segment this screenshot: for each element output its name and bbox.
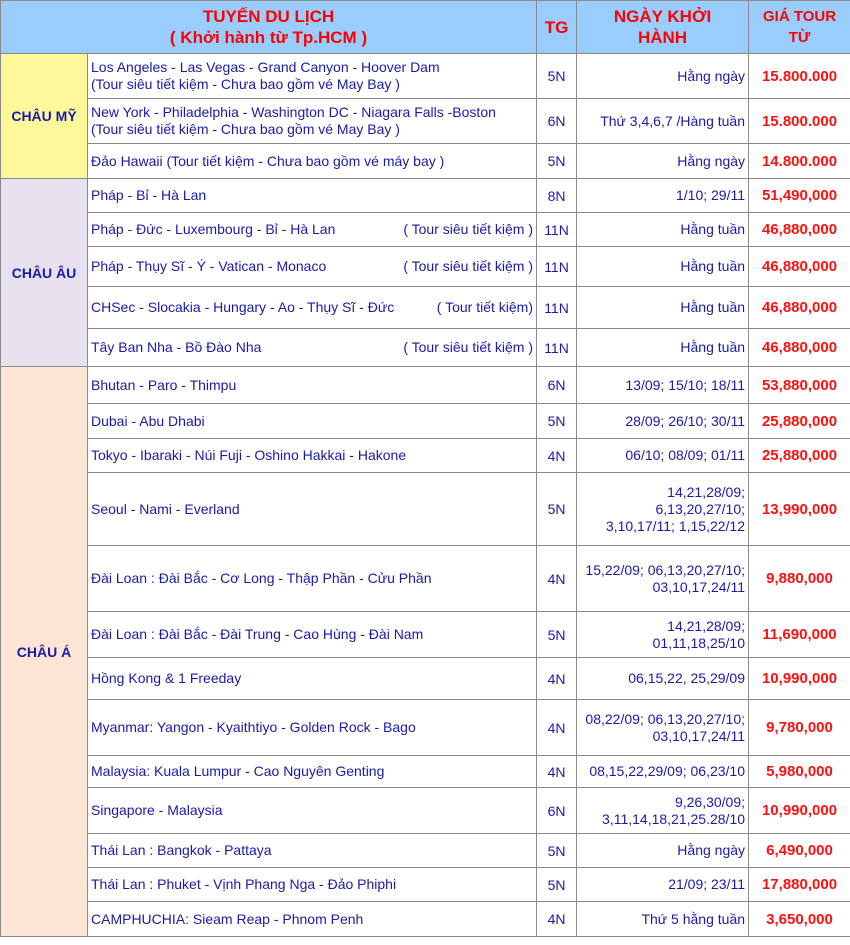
tour-departure-line: Hằng ngày [677, 842, 746, 858]
tour-duration: 6N [537, 788, 577, 834]
table-row [1, 179, 850, 213]
tour-name-line: Malaysia: Kuala Lumpur - Cao Nguyên Genting [91, 763, 385, 779]
tour-departure [577, 367, 749, 404]
table-row [1, 213, 850, 247]
tour-departure [577, 756, 749, 788]
tour-departure [577, 439, 749, 473]
tour-name-line: Myanmar: Yangon - Kyaithtiyo - Golden Rock - Bago [91, 719, 416, 735]
tour-name-line: (Tour siêu tiết kiệm - Chưa bao gồm vé May Bay ) [91, 121, 400, 137]
table-row [1, 788, 850, 834]
tour-price: 46,880,000 [749, 247, 850, 287]
tour-departure-line: 14,21,28/09; [667, 617, 746, 634]
tour-price: 46,880,000 [749, 287, 850, 329]
tour-price: 6,490,000 [749, 834, 850, 868]
tour-name-line: CAMPHUCHIA: Sieam Reap - Phnom Penh [91, 910, 364, 927]
header-route-line2: ( Khởi hành từ Tp.HCM ) [169, 28, 368, 47]
tour-name-wrap [91, 258, 533, 275]
table-row [1, 367, 850, 404]
tour-name [88, 868, 537, 902]
tour-name [88, 213, 537, 247]
tour-name [88, 473, 537, 546]
table-row [1, 612, 850, 658]
tour-departure [577, 868, 749, 902]
tour-name [88, 179, 537, 213]
tour-name-line: Thái Lan : Phuket - Vịnh Phang Nga - Đảo Phiphi [91, 876, 397, 892]
tour-price: 17,880,000 [749, 868, 850, 902]
tour-note: ( Tour siêu tiết kiệm ) [403, 339, 534, 355]
tour-departure [577, 54, 749, 99]
tour-name-text: CHSec - Slocakia - Hungary - Ao - Thụy Sĩ - Đức [91, 299, 395, 315]
tour-duration: 4N [537, 902, 577, 937]
tour-price: 11,690,000 [749, 612, 850, 658]
tour-price: 5,980,000 [749, 756, 850, 788]
tour-departure-line: 13/09; 15/10; 18/11 [625, 376, 746, 393]
table-row [1, 439, 850, 473]
tour-departure [577, 329, 749, 367]
tour-departure-line: 15,22/09; 06,13,20,27/10; [585, 561, 746, 578]
tour-duration: 4N [537, 546, 577, 612]
header-departure-line2: HÀNH [637, 28, 688, 47]
tour-departure-line: Hằng ngày [677, 152, 746, 169]
tour-departure [577, 404, 749, 439]
tour-duration: 5N [537, 144, 577, 179]
tour-departure-line: Hằng tuần [680, 258, 746, 274]
tour-departure-line: 06,15,22, 25,29/09 [628, 670, 746, 686]
table-body [1, 54, 850, 937]
tour-duration: 5N [537, 834, 577, 868]
tour-note: ( Tour tiết kiệm) [436, 299, 534, 315]
tour-name-line: Singapore - Malaysia [91, 802, 223, 818]
tour-departure-line: Hằng tuần [680, 221, 746, 237]
tour-departure [577, 213, 749, 247]
tour-duration: 6N [537, 367, 577, 404]
table-row [1, 99, 850, 144]
tour-note: ( Tour siêu tiết kiệm ) [403, 258, 534, 274]
tour-price: 51,490,000 [749, 179, 850, 213]
table-row [1, 473, 850, 546]
table-row [1, 404, 850, 439]
tour-departure [577, 700, 749, 756]
tour-name [88, 329, 537, 367]
tour-departure-line: 01,11,18,25/10 [652, 634, 746, 651]
tour-name-text: Tây Ban Nha - Bồ Đào Nha [91, 339, 262, 355]
tour-departure [577, 99, 749, 144]
tour-duration: 4N [537, 756, 577, 788]
tour-departure [577, 834, 749, 868]
header-departure [577, 1, 749, 54]
region-cell: CHÂU Á [1, 367, 88, 937]
table-row [1, 54, 850, 99]
tour-departure-line: Hằng ngày [677, 67, 746, 84]
tour-duration: 11N [537, 287, 577, 329]
tour-name-text: Pháp - Đức - Luxembourg - Bỉ - Hà Lan [91, 221, 336, 237]
tour-departure-line: Thứ 3,4,6,7 /Hàng tuần [600, 112, 746, 129]
tour-departure-line: 06/10; 08/09; 01/11 [625, 447, 746, 463]
tour-name-line: Đảo Hawaii (Tour tiết kiệm - Chưa bao gồm vé máy bay ) [91, 152, 445, 169]
tour-name [88, 367, 537, 404]
tour-name-line: Seoul - Nami - Everland [91, 500, 240, 517]
tour-departure [577, 902, 749, 937]
table-row [1, 834, 850, 868]
tour-departure-line: 3,10,17/11; 1,15,22/12 [605, 517, 746, 534]
tour-name-wrap [91, 221, 533, 238]
tour-name [88, 788, 537, 834]
tour-duration: 11N [537, 329, 577, 367]
tour-departure-line: 08,22/09; 06,13,20,27/10; [585, 710, 746, 727]
tour-duration: 5N [537, 473, 577, 546]
tour-name [88, 247, 537, 287]
tour-price: 13,990,000 [749, 473, 850, 546]
table-row [1, 902, 850, 937]
tour-name [88, 546, 537, 612]
tour-price: 46,880,000 [749, 213, 850, 247]
tour-name-line: Dubai - Abu Dhabi [91, 412, 205, 429]
table-row [1, 546, 850, 612]
tour-duration: 4N [537, 658, 577, 700]
tour-departure [577, 612, 749, 658]
header-departure-line1: NGÀY KHỞI [613, 7, 712, 26]
tour-duration: 11N [537, 247, 577, 287]
tour-departure-line: 1/10; 29/11 [675, 187, 746, 203]
tour-departure-line: 21/09; 23/11 [668, 876, 746, 892]
table-row [1, 287, 850, 329]
tour-departure-line: Thứ 5 hằng tuần [641, 910, 746, 927]
header-price-line2: TỪ [788, 29, 811, 46]
table-row [1, 144, 850, 179]
tour-departure [577, 247, 749, 287]
tour-price: 25,880,000 [749, 404, 850, 439]
header-route [1, 1, 537, 54]
tour-duration: 4N [537, 700, 577, 756]
tour-note: ( Tour siêu tiết kiệm ) [403, 221, 534, 237]
tour-name [88, 404, 537, 439]
tour-departure-line: 03,10,17,24/11 [652, 727, 746, 744]
tour-name [88, 658, 537, 700]
tour-name-line: Pháp - Bỉ - Hà Lan [91, 187, 207, 203]
tour-price: 3,650,000 [749, 902, 850, 937]
table-header-row [1, 1, 850, 54]
tour-duration: 5N [537, 54, 577, 99]
table-row [1, 868, 850, 902]
tour-name-line: Los Angeles - Las Vegas - Grand Canyon - Hoover Dam [91, 59, 440, 75]
table-row [1, 700, 850, 756]
tour-duration: 5N [537, 612, 577, 658]
tour-name [88, 834, 537, 868]
tour-duration: 4N [537, 439, 577, 473]
tour-departure-line: 14,21,28/09; [667, 483, 746, 500]
tour-price: 53,880,000 [749, 367, 850, 404]
tour-price: 46,880,000 [749, 329, 850, 367]
tour-name-line: Đài Loan : Đài Bắc - Đài Trung - Cao Hùng - Đài Nam [91, 626, 424, 642]
tour-name [88, 99, 537, 144]
tour-price: 25,880,000 [749, 439, 850, 473]
table-row [1, 658, 850, 700]
tour-name [88, 902, 537, 937]
tour-price: 15.800.000 [749, 99, 850, 144]
tour-name-line: (Tour siêu tiết kiệm - Chưa bao gồm vé May Bay ) [91, 76, 400, 92]
header-price-line1: GIÁ TOUR [762, 8, 837, 25]
tour-name [88, 700, 537, 756]
tour-duration: 5N [537, 868, 577, 902]
tour-departure-line: Hằng tuần [680, 299, 746, 315]
header-duration: TG [537, 1, 577, 54]
tour-price: 9,880,000 [749, 546, 850, 612]
tour-duration: 8N [537, 179, 577, 213]
tour-departure [577, 144, 749, 179]
table-row [1, 756, 850, 788]
header-price [749, 1, 850, 54]
header-route-line1: TUYẾN DU LỊCH [202, 7, 335, 26]
tour-name-wrap [91, 299, 533, 316]
tour-name-line: Thái Lan : Bangkok - Pattaya [91, 842, 272, 858]
tour-name [88, 54, 537, 99]
tour-departure-line: 08,15,22,29/09; 06,23/10 [589, 763, 746, 779]
tour-price: 10,990,000 [749, 788, 850, 834]
tour-name-line: Hồng Kong & 1 Freeday [91, 670, 242, 686]
tour-name [88, 439, 537, 473]
tour-departure-line: 9,26,30/09; [674, 793, 746, 810]
tour-departure [577, 788, 749, 834]
tour-departure [577, 473, 749, 546]
tour-name-line: Đài Loan : Đài Bắc - Cơ Long - Thập Phần - Cửu Phần [91, 570, 432, 586]
tour-name [88, 756, 537, 788]
tour-departure [577, 287, 749, 329]
tour-name [88, 144, 537, 179]
region-cell: CHÂU MỸ [1, 54, 88, 179]
tour-duration: 11N [537, 213, 577, 247]
tour-departure-line: 3,11,14,18,21,25.28/10 [602, 810, 746, 827]
tour-departure-line: 03,10,17,24/11 [652, 578, 746, 595]
tour-name-line: Tokyo - Ibaraki - Núi Fuji - Oshino Hakkai - Hakone [91, 447, 407, 463]
tour-departure [577, 546, 749, 612]
tour-departure [577, 658, 749, 700]
tour-duration: 6N [537, 99, 577, 144]
tour-departure-line: 28/09; 26/10; 30/11 [625, 412, 746, 429]
table-row [1, 329, 850, 367]
table-row [1, 247, 850, 287]
tour-name-wrap [91, 339, 533, 356]
tour-price: 15.800.000 [749, 54, 850, 99]
tour-name-line: Bhutan - Paro - Thimpu [91, 376, 237, 393]
tour-name [88, 612, 537, 658]
tour-duration: 5N [537, 404, 577, 439]
tour-name [88, 287, 537, 329]
tour-departure-line: Hằng tuần [680, 339, 746, 355]
tour-price: 10,990,000 [749, 658, 850, 700]
tour-departure [577, 179, 749, 213]
tour-name-text: Pháp - Thụy Sĩ - Ý - Vatican - Monaco [91, 258, 327, 274]
tour-departure-line: 6,13,20,27/10; [655, 500, 746, 517]
region-cell: CHÂU ÂU [1, 179, 88, 367]
tour-price: 14.800.000 [749, 144, 850, 179]
tour-price: 9,780,000 [749, 700, 850, 756]
tour-name-line: New York - Philadelphia - Washington DC - Niagara Falls -Boston [91, 104, 496, 120]
